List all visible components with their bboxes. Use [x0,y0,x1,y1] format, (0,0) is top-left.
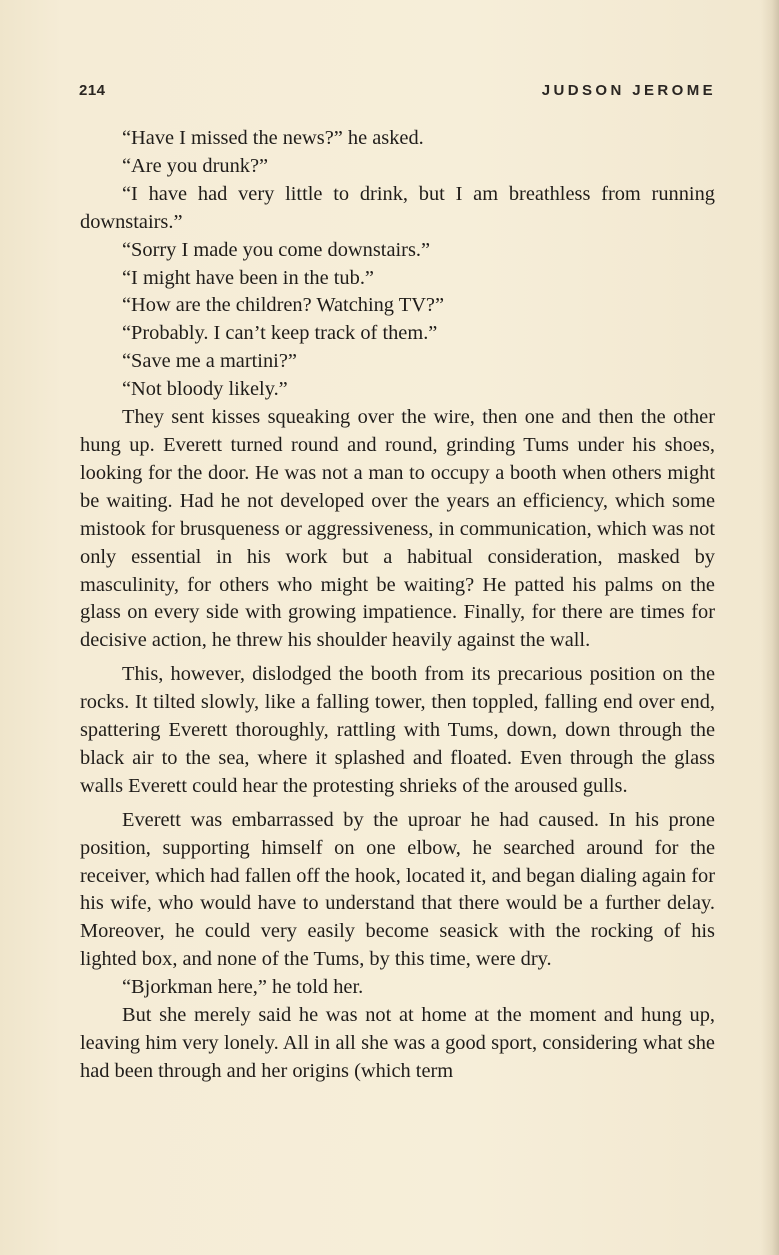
paragraph-9: “Not bloody likely.” [122,378,288,401]
paragraph-5: “I might have been in the tub.” [122,266,374,289]
paragraph-11: This, however, dislodged the booth from its precarious position on the rocks. It tilted slowly, like a falling tower, then toppled, falling end over end, spattering Everett thoroughly, rattling with Tums, down, down through the black air to the sea, where it splashed and floated. Even through the glass walls Everett could hear the protesting shrieks of the aroused gulls. [80,663,715,797]
page-number: 214 [79,82,106,99]
paragraph-13: “Bjorkman here,” he told her. [122,976,364,999]
paragraph-10: They sent kisses squeaking over the wire, then one and then the other hung up. Everett turned round and round, grinding Tums under his shoes, looking for the door. He was not a man to occupy a booth when others might be waiting. Had he not developed over the years an efficiency, which some mistook for brusqueness or aggressiveness, in communication, which was not only essential in his work but a habitual consideration, masked by masculinity, for others who might be waiting? He patted his palms on the glass on every side with growing impatience. Finally, for there are times for decisive action, he threw his shoulder heavily against the wall. [80,406,715,652]
page-header [79,82,716,104]
paragraph-6: “How are the children? Watching TV?” [122,294,445,317]
page-edge-shadow [761,0,779,1255]
body-text [80,125,715,1086]
paragraph-7: “Probably. I can’t keep track of them.” [122,322,438,345]
paragraph-4: “Sorry I made you come downstairs.” [122,238,431,261]
paragraph-14: But she merely said he was not at home at the moment and hung up, leaving him very lonely. All in all she was a good sport, considering what she had been through and her origins (which term [80,1004,715,1082]
paragraph-12: Everett was embarrassed by the uproar he had caused. In his prone position, supporting himself on one elbow, he searched around for the receiver, which had fallen off the hook, located it, and began dialing again for his wife, who would have to understand that there would be a further delay. Moreover, he could very easily become seasick with the rocking of his lighted box, and none of the Tums, by this time, were dry. [80,808,715,971]
paragraph-8: “Save me a martini?” [122,350,297,373]
paragraph-1: “Have I missed the news?” he asked. [122,127,424,149]
running-head: JUDSON JEROME [541,82,716,99]
paragraph-2: “Are you drunk?” [122,154,269,177]
paragraph-3: “I have had very little to drink, but I am breathless from running downstairs.” [80,182,715,233]
